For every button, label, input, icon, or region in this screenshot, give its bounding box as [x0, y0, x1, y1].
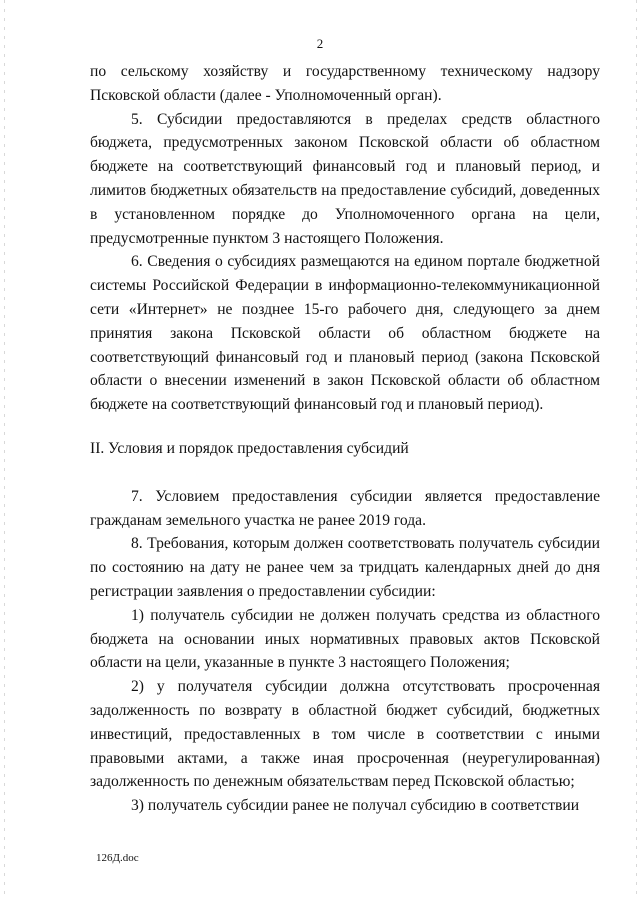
- paragraph-6: 6. Сведения о субсидиях размещаются на едином портале бюджетной системы Российской Федерации в информационно-телекоммуникационной сети «Интернет» не позднее 15-го рабочего дня, следующего за днем принятия закона Псковской области об областном бюджете на соответствующий финансовый год и плановый период (закона Псковской области о внесении изменений в закон Псковской области об областном бюджете на соответствующий финансовый год и плановый период).: [90, 253, 600, 414]
- document-body: [90, 60, 600, 818]
- paragraph-8-item-3: 3) получатель субсидии ранее не получал субсидию в соответствии: [131, 797, 580, 815]
- scan-edge-left: [4, 0, 5, 899]
- section-heading: II. Условия и порядок предоставления субсидий: [90, 439, 409, 457]
- footer-filename: 126Д.doc: [96, 852, 139, 864]
- paragraph-5: 5. Субсидии предоставляются в пределах средств областного бюджета, предусмотренных законом Псковской области об областном бюджете на соответствующий финансовый год и плановый период, и лимитов бюджетных обязательств на предоставление субсидий, доведенных в установленном порядке до Уполномоченного органа на цели, предусмотренные пунктом 3 настоящего Положения.: [90, 110, 600, 247]
- paragraph-8: 8. Требования, которым должен соответствовать получатель субсидии по состоянию на дату не ранее чем за тридцать календарных дней до дня регистрации заявления о предоставлении субсидии:: [90, 535, 600, 600]
- paragraph-8-item-2: 2) у получателя субсидии должна отсутствовать просроченная задолженность по возврату в областной бюджет субсидий, бюджетных инвестиций, предоставленных в том числе в соответствии с иными правовыми актами, а также иная просроченная (неурегулированная) задолженность по денежным обязательствам перед Псковской областью;: [90, 678, 600, 791]
- paragraph-7: 7. Условием предоставления субсидии является предоставление гражданам земельного участка не ранее 2019 года.: [90, 487, 600, 529]
- paragraph-continuation: по сельскому хозяйству и государственному техническому надзору Псковской области (далее - Уполномоченный орган).: [90, 63, 600, 104]
- page-number: 2: [316, 36, 324, 51]
- scan-edge-right: [636, 0, 637, 899]
- paragraph-8-item-1: 1) получатель субсидии не должен получать средства из областного бюджета на основании иных нормативных правовых актов Псковской области на цели, указанные в пункте 3 настоящего Положения;: [90, 606, 600, 672]
